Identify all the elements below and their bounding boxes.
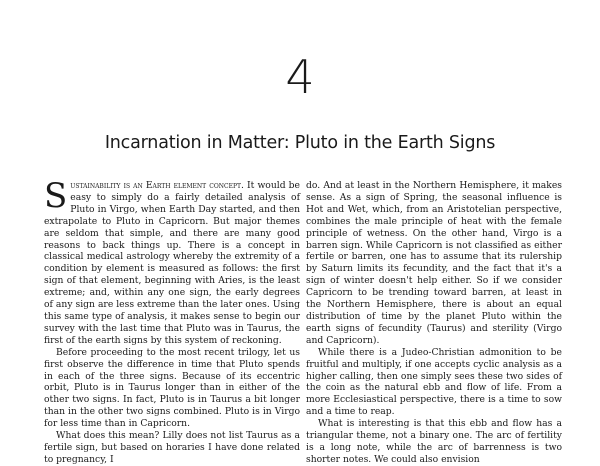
paragraph-3: What does this mean? Lilly does not list Taurus as a fertile sign, but based on horaries I have done related to pregnancy, I [44,430,300,465]
right-text-column [306,180,562,465]
paragraph-4: do. And at least in the Northern Hemisphere, it makes sense. As a sign of Spring, the seasonal influence is Hot and Wet, which, from an Aristotelian perspective, combines the male principle of heat with the female principle of wetness. On the other hand, Virgo is a barren sign. While Capricorn is not classified as either fertile or barren, one has to assume that its rulership by Saturn limits its fecundity, and the fact that it's a sign of winter doesn't help either. So if we consider Capricorn to be trending toward barren, at least in the Northern Hemisphere, there is about an equal distribution of time by the planet Pluto within the earth signs of fecundity (Taurus) and sterility (Virgo and Capricorn). [306,180,562,346]
paragraph-1 [44,176,300,347]
chapter-title: Incarnation in Matter: Pluto in the Earth Signs [104,133,496,153]
drop-cap: S [44,176,68,216]
left-text-column [44,176,300,465]
small-caps-lead-in: ustainability is an Earth element concept. [70,180,244,191]
paragraph-2: Before proceeding to the most recent trilogy, let us first observe the difference in time that Pluto spends in each of the three signs. Because of its eccentric orbit, Pluto is in Taurus longer than in either of the other two signs. In fact, Pluto is in Taurus a bit longer than in the other two signs combined. Pluto is in Virgo for less time than in Capricorn. [44,346,300,430]
paragraph-1-text: It would be easy to simply do a fairly detailed analysis of Pluto in Virgo, when Earth Day started, and then extrapolate to Pluto in Capricorn. But major themes are seldom that simple, and there are many good reasons to back things up. There is a concept in classical medical astrology whereby the extremity of a condition by element is measured as follows: the first sign of that element, beginning with Aries, is the least extreme; and, within any one sign, the early degrees of any sign are less extreme than the later ones. Using this same type of analysis, it makes sense to begin our survey with the last time that Pluto was in Taurus, the first of the earth signs by this system of reckoning. [44,180,300,346]
chapter-number: 4 [285,50,315,104]
paragraph-5: While there is a Judeo-Christian admonition to be fruitful and multiply, if one accepts cyclic analysis as a higher calling, then one simply sees these two sides of the coin as the natural ebb and flow of life. From a more Ecclesiastical perspective, there is a time to sow and a time to reap. [306,346,562,418]
paragraph-6: What is interesting is that this ebb and flow has a triangular theme, not a binary one. The arc of fertility is a long note, while the arc of barrenness is two shorter notes. We could also envision [306,418,562,465]
